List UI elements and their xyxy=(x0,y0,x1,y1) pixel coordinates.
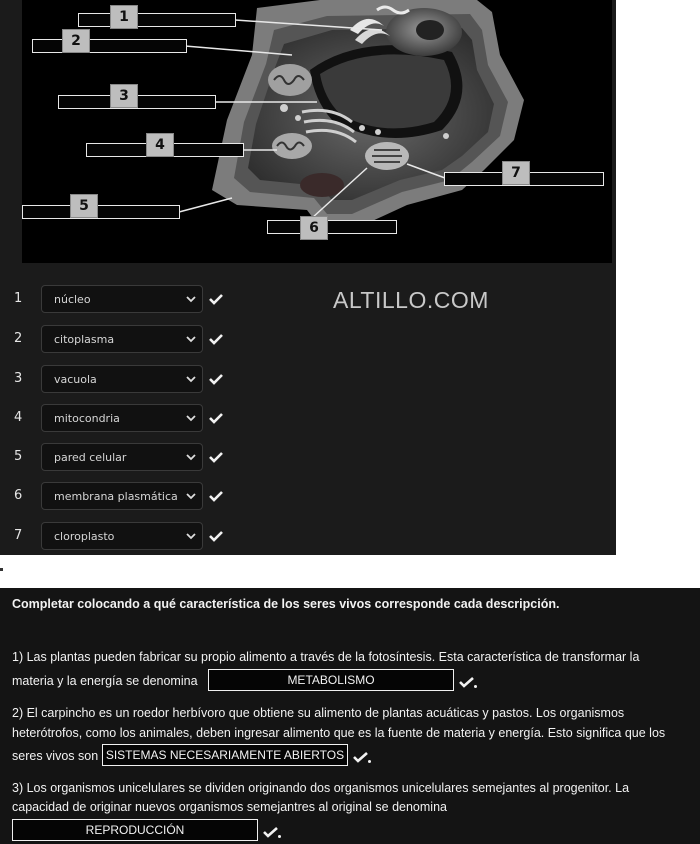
answer-select-5[interactable] xyxy=(41,443,203,471)
row-number: 2 xyxy=(14,331,23,346)
answer-select-7[interactable] xyxy=(41,522,203,550)
check-icon xyxy=(208,529,224,543)
corner-mark xyxy=(0,568,3,571)
diagram-number-3: 3 xyxy=(110,84,138,108)
label-line-6 xyxy=(267,220,397,234)
selected-value: núcleo xyxy=(54,293,91,306)
selected-value: vacuola xyxy=(54,373,97,386)
selected-value: pared celular xyxy=(54,451,127,464)
question-1-line-1: 1) Las plantas pueden fabricar su propio alimento a través de la fotosíntesis. Esta característica de transformar la xyxy=(12,650,640,664)
label-line-1 xyxy=(78,13,236,27)
check-icon xyxy=(208,372,224,386)
question-2-line-2: heterótrofos, como los animales, deben ingresar alimento que es la fuente de materia y energía. Esto significa que los xyxy=(12,726,666,740)
answer-field-1[interactable]: METABOLISMO xyxy=(208,669,454,691)
answer-field-3[interactable]: REPRODUCCIÓN xyxy=(12,819,258,841)
check-icon xyxy=(208,292,224,306)
question-1-line-2: materia y la energía se denomina xyxy=(12,674,198,688)
check-icon xyxy=(208,411,224,425)
check-icon xyxy=(208,332,224,346)
answer-row-7 xyxy=(0,522,240,552)
period-mark xyxy=(474,685,477,688)
chevron-down-icon xyxy=(186,532,196,540)
check-icon xyxy=(208,450,224,464)
period-mark xyxy=(368,760,371,763)
answer-select-3[interactable] xyxy=(41,365,203,393)
plant-cell-diagram xyxy=(22,0,612,263)
label-line-5 xyxy=(22,205,180,219)
row-number: 6 xyxy=(14,488,23,503)
chevron-down-icon xyxy=(186,375,196,383)
row-number: 7 xyxy=(14,528,23,543)
question-panel xyxy=(0,588,700,844)
diagram-number-4: 4 xyxy=(146,133,174,157)
chevron-down-icon xyxy=(186,492,196,500)
diagram-number-5: 5 xyxy=(70,194,98,218)
check-icon xyxy=(458,675,475,689)
question-3-line-1: 3) Los organismos unicelulares se dividen originando dos organismos unicelulares semejantes al progenitor. La xyxy=(12,781,630,795)
check-icon xyxy=(352,750,369,764)
label-line-2 xyxy=(32,39,187,53)
row-number: 1 xyxy=(14,291,23,306)
answer-row-2 xyxy=(0,325,240,355)
answer-select-2[interactable] xyxy=(41,325,203,353)
question-2-line-1: 2) El carpincho es un roedor herbívoro que obtiene su alimento de plantas acuáticas y pastos. Los organismos xyxy=(12,706,625,720)
selected-value: membrana plasmática xyxy=(54,490,178,503)
instruction-text: Completar colocando a qué característica de los seres vivos corresponde cada descripción. xyxy=(12,597,560,611)
check-icon xyxy=(262,825,279,839)
watermark: ALTILLO.COM xyxy=(333,287,489,313)
row-number: 3 xyxy=(14,371,23,386)
answer-row-5 xyxy=(0,443,240,473)
check-icon xyxy=(208,489,224,503)
row-number: 4 xyxy=(14,410,23,425)
chevron-down-icon xyxy=(186,335,196,343)
answer-row-4 xyxy=(0,404,240,434)
selected-value: citoplasma xyxy=(54,333,115,346)
selected-value: mitocondria xyxy=(54,412,120,425)
diagram-number-6: 6 xyxy=(300,216,328,240)
diagram-number-1: 1 xyxy=(110,5,138,29)
answer-select-4[interactable] xyxy=(41,404,203,432)
answer-row-3 xyxy=(0,365,240,395)
diagram-number-2: 2 xyxy=(62,29,90,53)
answer-select-6[interactable] xyxy=(41,482,203,510)
answer-select-1[interactable] xyxy=(41,285,203,313)
question-3-line-2: capacidad de originar nuevos organismos semejantres al original se denomina xyxy=(12,800,447,814)
chevron-down-icon xyxy=(186,414,196,422)
selected-value: cloroplasto xyxy=(54,530,115,543)
answer-row-6 xyxy=(0,482,240,512)
diagram-number-7: 7 xyxy=(502,161,530,185)
period-mark xyxy=(278,835,281,838)
question-2-line-3: seres vivos son xyxy=(12,749,99,763)
answer-row-1 xyxy=(0,285,240,315)
chevron-down-icon xyxy=(186,295,196,303)
answer-field-2[interactable]: SISTEMAS NECESARIAMENTE ABIERTOS xyxy=(102,744,348,766)
row-number: 5 xyxy=(14,449,23,464)
chevron-down-icon xyxy=(186,453,196,461)
